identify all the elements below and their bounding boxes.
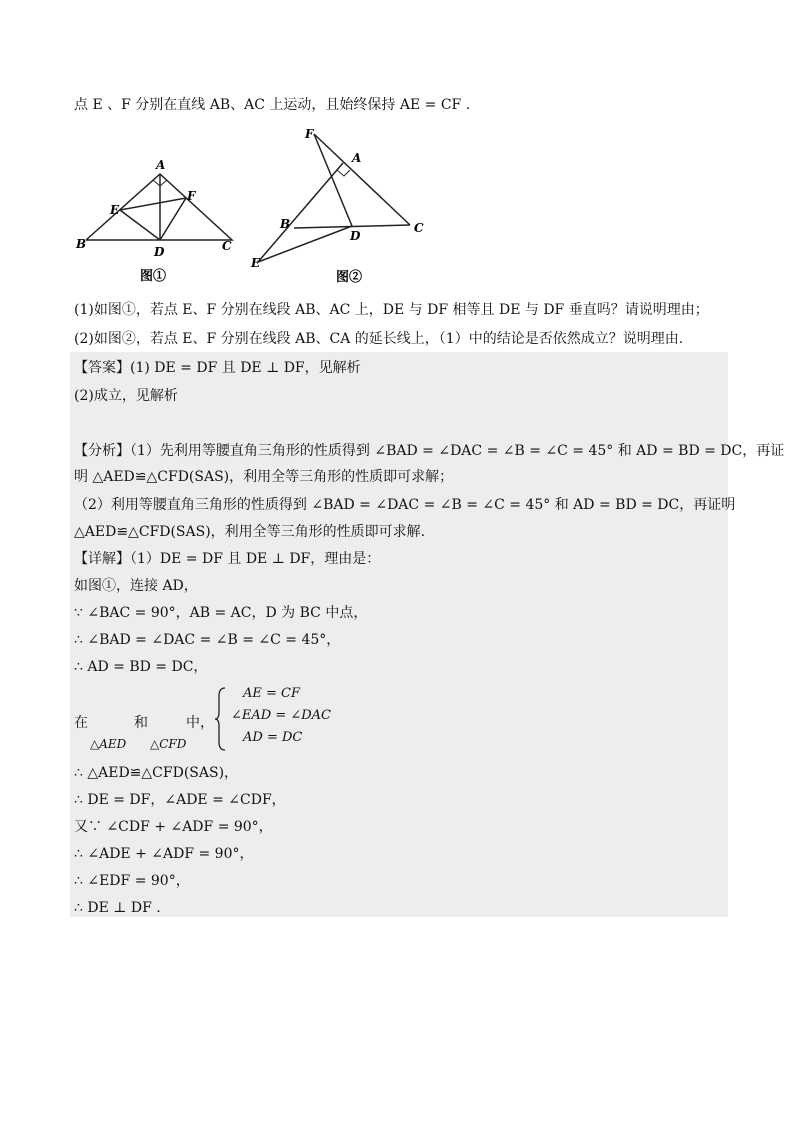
label-b: B	[76, 237, 87, 251]
detail-step: ∴ ∠EDF = 90°，	[74, 873, 190, 889]
triangle-cfd-label: △CFD	[150, 737, 187, 751]
problem-intro: 点 E 、F 分别在直线 AB、AC 上运动，且始终保持 AE = CF .	[74, 97, 471, 113]
detail-step: ∵ ∠BAC = 90°，AB = AC，D 为 BC 中点，	[74, 605, 368, 621]
detail-step: ∴ ∠BAD = ∠DAC = ∠B = ∠C = 45°，	[74, 632, 341, 648]
segment-ed	[120, 210, 160, 240]
analysis-line-3: （2）利用等腰直角三角形的性质得到 ∠BAD = ∠DAC = ∠B = ∠C = 45° 和 AD = BD = DC，再证明	[74, 497, 736, 513]
question-2: (2)如图②，若点 E、F 分别在线段 AB、CA 的延长线上，（1）中的结论是否依然成立？说明理由.	[74, 331, 684, 347]
label-c: C	[414, 221, 424, 235]
segment-ed	[258, 226, 352, 262]
system-row-3: AD = DC	[243, 730, 303, 745]
label-f: F	[187, 189, 196, 203]
equation-system	[213, 686, 333, 752]
label-b: B	[280, 217, 291, 231]
figure-1	[74, 152, 254, 288]
question-1: (1)如图①，若点 E、F 分别在线段 AB、AC 上，DE 与 DF 相等且 DE 与 DF 垂直吗？请说明理由；	[74, 302, 709, 318]
middle-word: 中，	[186, 715, 214, 731]
label-a: A	[352, 151, 362, 165]
detail-step: ∴ ∠ADE + ∠ADF = 90°，	[74, 846, 254, 862]
answer-line-2: (2)成立，见解析	[74, 388, 178, 404]
detail-step: ∴ △AED≌△CFD(SAS)，	[74, 765, 239, 781]
figure-1-caption: 图①	[140, 269, 167, 284]
label-a: A	[156, 158, 166, 172]
label-e: E	[110, 203, 120, 217]
label-e: E	[251, 256, 261, 270]
triangle-abc-outline	[86, 174, 232, 240]
detail-step: 如图①，连接 AD，	[74, 578, 198, 594]
label-d: D	[154, 245, 165, 259]
figure-2	[248, 124, 438, 289]
analysis-line-2: 明 △AED≌△CFD(SAS)，利用全等三角形的性质即可求解；	[74, 469, 454, 485]
analysis-line-4: △AED≌△CFD(SAS)，利用全等三角形的性质即可求解.	[74, 524, 426, 540]
system-row-1: AE = CF	[243, 686, 301, 701]
segment-fd	[314, 134, 352, 226]
detail-heading: 【详解】（1）DE = DF 且 DE ⊥ DF，理由是：	[74, 551, 381, 567]
triangle-aed-label: △AED	[90, 737, 127, 751]
label-c: C	[222, 239, 232, 253]
segment-ef	[120, 198, 186, 210]
segment-df	[160, 198, 186, 240]
detail-step: 又∵ ∠CDF + ∠ADF = 90°，	[74, 819, 273, 835]
analysis-line-1: 【分析】（1）先利用等腰直角三角形的性质得到 ∠BAD = ∠DAC = ∠B = ∠C = 45° 和 AD = BD = DC，再证	[74, 443, 785, 459]
in-word: 在	[74, 715, 88, 731]
right-angle-mark	[337, 170, 350, 176]
figure-2-caption: 图②	[336, 270, 363, 285]
detail-step: ∴ DE = DF，∠ADE = ∠CDF，	[74, 792, 286, 808]
system-row-2: ∠EAD = ∠DAC	[231, 708, 332, 723]
detail-step: ∴ DE ⊥ DF .	[74, 900, 161, 916]
detail-step: ∴ AD = BD = DC，	[74, 659, 208, 675]
label-f: F	[305, 127, 314, 141]
left-brace-icon	[213, 686, 227, 752]
segment-ab-extended	[258, 163, 343, 262]
answer-line-1: 【答案】(1) DE = DF 且 DE ⊥ DF，见解析	[74, 360, 361, 376]
label-d: D	[350, 229, 361, 243]
and-word: 和	[134, 715, 148, 731]
